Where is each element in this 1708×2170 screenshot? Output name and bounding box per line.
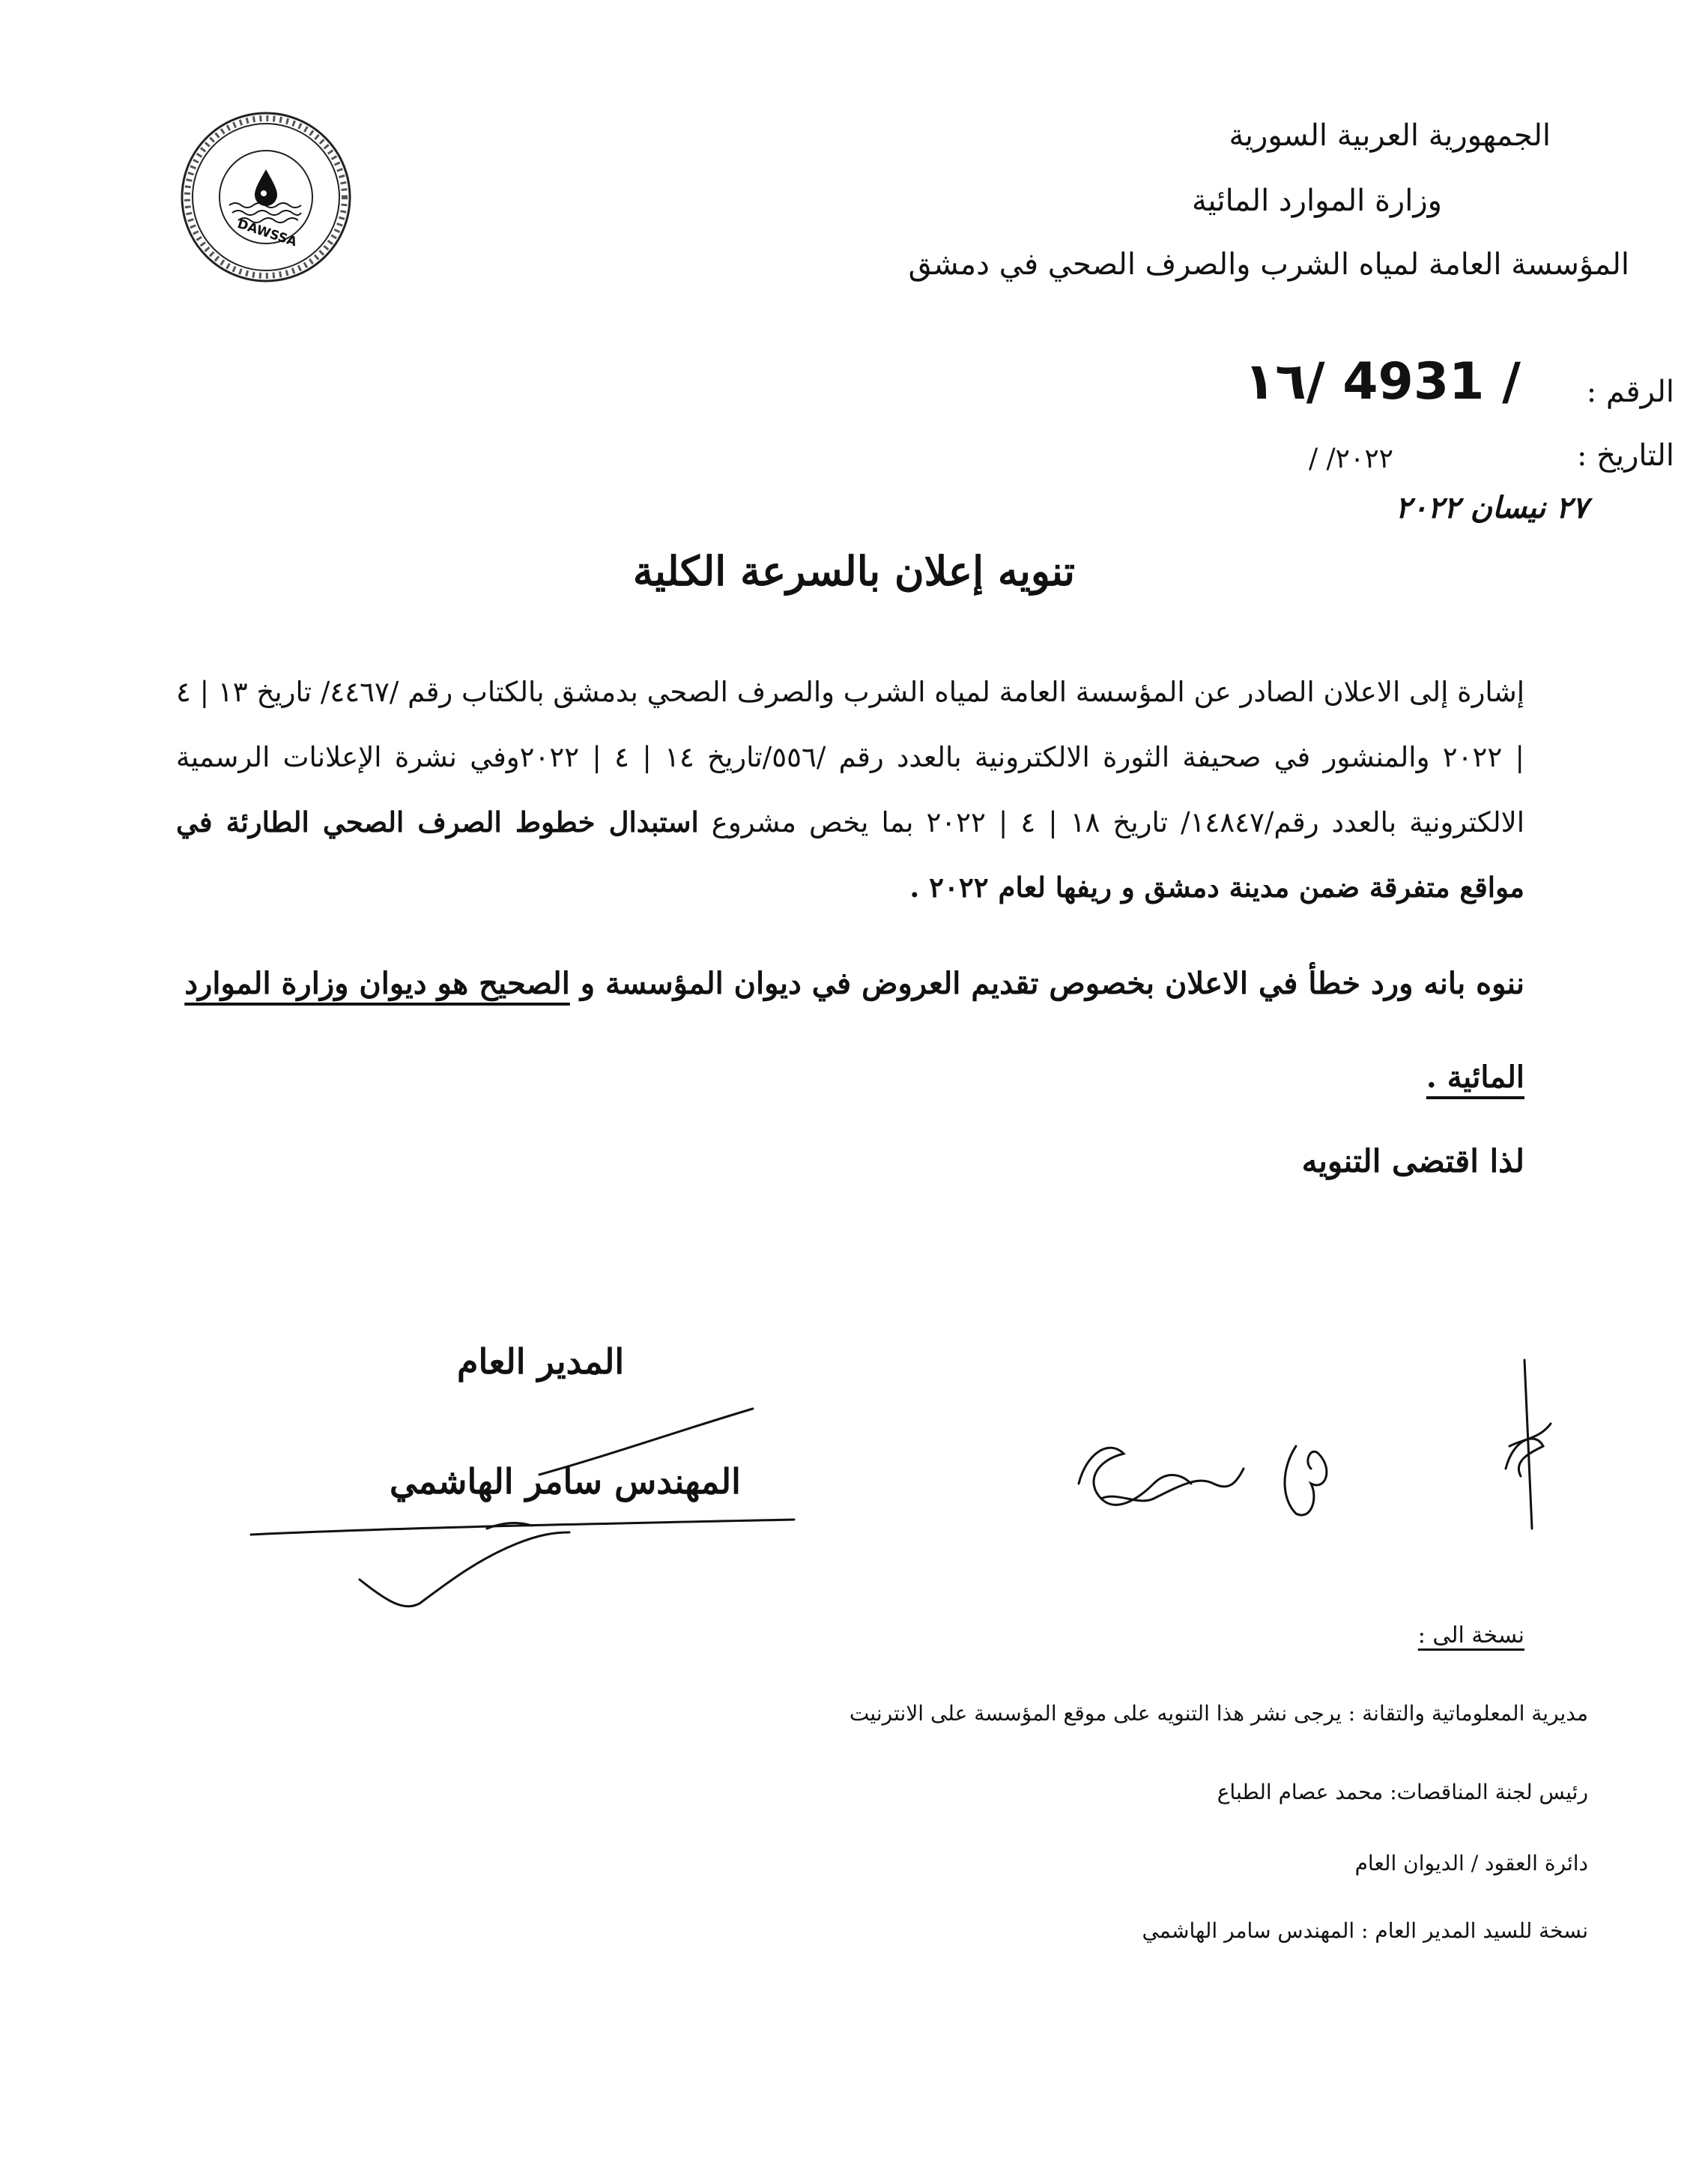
reference-date-label: التاريخ : xyxy=(1576,438,1674,473)
signatory-name: المهندس سامر الهاشمي xyxy=(390,1461,741,1502)
header-institution: المؤسسة العامة لمياه الشرب والصرف الصحي في دمشق xyxy=(908,247,1629,282)
signatory-title: المدير العام xyxy=(457,1341,625,1382)
document-title: تنويه إعلان بالسرعة الكلية xyxy=(632,547,1076,595)
notice-paragraph xyxy=(176,937,1524,1124)
header-country: الجمهورية العربية السورية xyxy=(1229,118,1551,153)
closing-line: لذا اقتضى التنويه xyxy=(1301,1143,1524,1179)
dawssa-seal xyxy=(180,111,352,283)
dawssa-seal-graphic xyxy=(180,111,352,283)
notice-correction: الصحيح هو ديوان وزارة الموارد المائية . xyxy=(184,966,1524,1095)
project-name: استبدال خطوط الصرف الصحي الطارئة في مواقع متفرقة ضمن مدينة دمشق و ريفها لعام ٢٠٢٢ . xyxy=(176,806,1524,904)
copy-recipient-contracts: دائرة العقود / الديوان العام xyxy=(1354,1851,1588,1876)
reference-date-value: / /٢٠٢٢ xyxy=(1308,444,1393,474)
handwritten-date: ٢٧ نيسان ٢٠٢٢ xyxy=(1395,491,1588,525)
reference-number-value: ١٦/ 4931 / xyxy=(1244,352,1521,411)
header-ministry: وزارة الموارد المائية xyxy=(1191,184,1442,218)
copy-recipient-director: نسخة للسيد المدير العام : المهندس سامر الهاشمي xyxy=(1142,1918,1588,1943)
reference-paragraph xyxy=(176,659,1524,920)
paragraph-text: إشارة إلى الاعلان الصادر عن المؤسسة العامة لمياه الشرب والصرف الصحي بدمشق بالكتاب رقم /٤٤٦٧/ تاريخ ١٣ | ٤ | ٢٠٢٢ والمنشور في صحيفة الثورة الالكترونية بالعدد رقم /٥٥٦/تاريخ ١٤ | ٤ | ٢٠٢٢وفي نشرة الإعلانات الرسمية الالكترونية بالعدد رقم/١٤٨٤٧/ تاريخ ١٨ | ٤ | ٢٠٢٢ بما يخص مشروع xyxy=(176,676,1524,838)
copies-label: نسخة الى : xyxy=(1417,1622,1524,1648)
seal-logo-text: DAWSSA xyxy=(235,217,299,250)
copy-recipient-tenders: رئيس لجنة المناقصات: محمد عصام الطباع xyxy=(1217,1780,1588,1804)
reference-number-label: الرقم : xyxy=(1586,375,1674,409)
copy-recipient-it: مديرية المعلوماتية والتقانة : يرجى نشر هذا التنويه على موقع المؤسسة على الانترنيت xyxy=(849,1701,1588,1726)
notice-text: ننوه بانه ورد خطأ في الاعلان بخصوص تقديم العروض في ديوان المؤسسة و xyxy=(580,966,1524,1001)
